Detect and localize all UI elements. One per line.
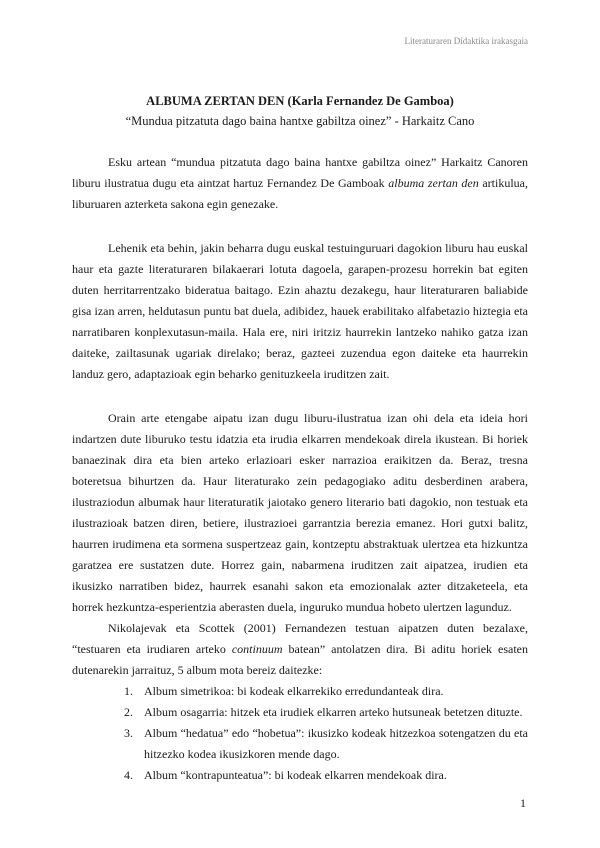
title-block bbox=[72, 92, 528, 130]
list-item-number: 3. bbox=[124, 726, 133, 740]
paragraph-intro-italic: albuma zertan den bbox=[388, 176, 479, 190]
list-item-text: Album simetrikoa: bi kodeak elkarrekiko erredundanteak dira. bbox=[144, 684, 444, 698]
list-item bbox=[72, 723, 528, 765]
document-title: ALBUMA ZERTAN DEN (Karla Fernandez De Gamboa) bbox=[146, 94, 454, 108]
document-body bbox=[72, 152, 528, 786]
running-header: Literaturaren Didaktika irakasgaia bbox=[404, 36, 528, 46]
paragraph-intro bbox=[72, 152, 528, 215]
page-number: 1 bbox=[520, 796, 526, 810]
album-types-list bbox=[72, 681, 528, 786]
paragraph-context: Lehenik eta behin, jakin beharra dugu euskal testuinguruari dagokion liburu hau euskal haur eta gazte literaturaren bilakaerari lotuta dagoela, garapen-prozesu horrekin bat egiten duten herritarrentzako bideratua baitago. Ezin ahaztu dezakegu, haur literaturaren baliabide gisa izan arren, heldutasun puntu bat duela, adibidez, hauek erabilitako alfabetazio hiztegia eta narratibaren konplexutasun-maila. Hala ere, niri iritziz haurrekin lantzeko nahiko gatza izan daiteke, zailtasunak ugariak direlako; beraz, gazteei zuzendua egon daiteke eta haurrekin landuz gero, adaptazioak egin beharko genituzkeela iruditzen zait. bbox=[72, 241, 528, 381]
list-item-number: 2. bbox=[124, 705, 133, 719]
list-item-number: 1. bbox=[124, 684, 133, 698]
list-item bbox=[72, 765, 528, 786]
list-item bbox=[72, 702, 528, 723]
paragraph-intro-text: Esku artean “mundua pitzatuta dago baina hantxe gabiltza oinez” Harkaitz Canoren liburu ilustratua dugu eta aintzat hartuz Fernandez De Gamboak bbox=[72, 155, 528, 190]
list-item bbox=[72, 681, 528, 702]
paragraph-types-italic: continuum bbox=[231, 642, 283, 656]
paragraph-types-text-end: batean” antolatzen dira. Bi aditu horiek esaten dutenarekin jarraituz, 5 album mota bereiz daitezke: bbox=[72, 642, 528, 677]
paragraph-intro-text-end: artikulua, liburuaren azterketa sakona egin genezake. bbox=[72, 176, 528, 211]
list-item-text: Album “hedatua” edo “hobetua”: ikusizko kodeak hitzezkoa sotengatzen du eta hitzezko kodea ikusizkoren mende dago. bbox=[144, 726, 528, 761]
list-item-text: Album osagarria: hitzek eta irudiek elkarren arteko hutsuneak betetzen dituzte. bbox=[144, 705, 523, 719]
paragraph-types-text: Nikolajevak eta Scottek (2001) Fernandezen testuan aipatzen duten bezalaxe, “testuaren eta irudiaren arteko bbox=[72, 621, 528, 656]
list-item-text: Album “kontrapunteatua”: bi kodeak elkarren mendekoak dira. bbox=[144, 768, 447, 782]
paragraph-album-definition: Orain arte etengabe aipatu izan dugu liburu-ilustratua izan ohi dela eta ideia hori indartzen dute liburuko testu idatzia eta irudia elkarren mendekoak direla ikustean. Bi horiek banaezinak dira eta bien arteko erlazioari esker narrazioa eraikitzen da. Beraz, tresna boteretsua bihurtzen da. Haur literaturako zein pedagogiako aditu desberdinen arabera, ilustraziodun albumak haur literaturatik jaiotako genero literario bati dagokio, non testuak eta ilustrazioak batzen diren, betiere, ilustrazioei garrantzia berezia emanez. Hori gutxi balitz, haurren irudimena eta sormena suspertzeaz gain, kontzeptu abstraktuak ulertzea eta hizkuntza garatzea ere sustatzen dute. Horrez gain, nabarmena iruditzen zait aipatzea, irudien eta ikusizko narratiben bidez, haurrek esanahi sakon eta emozionalak azter ditzaketeela, eta horrek hezkuntza-esperientzia aberasten duela, inguruko mundua hobeto ulertzen lagunduz. bbox=[72, 411, 528, 614]
list-item-number: 4. bbox=[124, 768, 133, 782]
paragraph-album-types-intro bbox=[72, 618, 528, 681]
document-subtitle: “Mundua pitzatuta dago baina hantxe gabiltza oinez” - Harkaitz Cano bbox=[125, 114, 475, 128]
